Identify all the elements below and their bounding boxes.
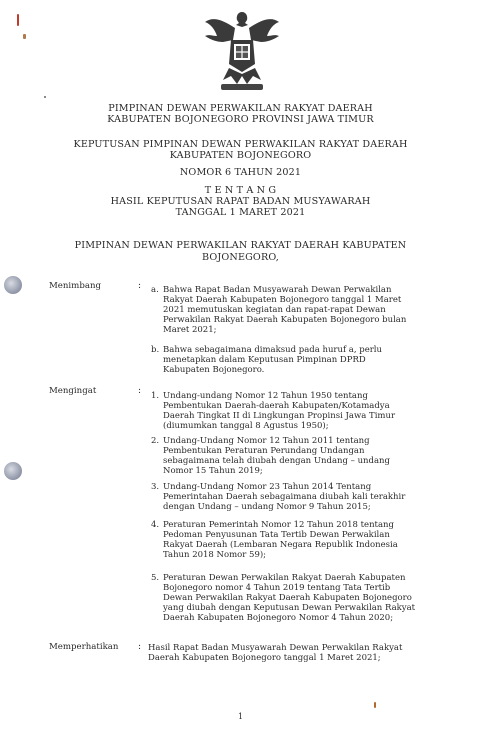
item-text xyxy=(163,520,429,560)
text-line: Pembentukan Peraturan Perundang Undangan xyxy=(163,446,365,456)
item-text xyxy=(163,285,429,335)
menimbang-label: Menimbang xyxy=(49,281,101,291)
text-line: sebagaimana telah diubah dengan Undang – undang xyxy=(163,456,390,466)
item-marker: 2. xyxy=(151,436,160,446)
ink-mark xyxy=(374,702,376,708)
decree-title-1: KEPUTUSAN PIMPINAN DEWAN PERWAKILAN RAKYAT DAERAH xyxy=(73,139,408,150)
memperhatikan-text xyxy=(148,643,402,663)
text-line: Daerah Tingkat II di Lingkungan Propinsi Jawa Timur xyxy=(163,411,396,421)
punch-hole xyxy=(4,462,22,480)
decree-number: NOMOR 6 TAHUN 2021 xyxy=(179,167,302,178)
text-line: Undang-Undang Nomor 12 Tahun 2011 tentang xyxy=(163,436,370,446)
text-line: (diumumkan tanggal 8 Agustus 1950); xyxy=(163,421,329,431)
item-text xyxy=(163,391,429,431)
decree-subject-1: HASIL KEPUTUSAN RAPAT BADAN MUSYAWARAH xyxy=(110,196,371,207)
issuer-line-2: BOJONEGORO, xyxy=(202,252,279,263)
item-text xyxy=(163,345,429,375)
text-line: menetapkan dalam Keputusan Pimpinan DPRD xyxy=(163,355,366,365)
header-line-2: KABUPATEN BOJONEGORO PROVINSI JAWA TIMUR xyxy=(107,114,374,125)
header-line-1: PIMPINAN DEWAN PERWAKILAN RAKYAT DAERAH xyxy=(108,103,373,114)
menimbang-colon: : xyxy=(138,281,142,291)
text-line: Peraturan Pemerintah Nomor 12 Tahun 2018 tentang xyxy=(163,520,394,530)
text-line: Perwakilan Rakyat Daerah Kabupaten Bojonegoro bulan xyxy=(163,315,407,325)
mengingat-colon: : xyxy=(138,386,142,396)
item-marker: 3. xyxy=(151,482,160,492)
ink-mark xyxy=(44,96,46,98)
text-line: Pemerintahan Daerah sebagaimana diubah kali terakhir xyxy=(163,492,406,502)
text-line: Pedoman Penyusunan Tata Tertib Dewan Perwakilan xyxy=(163,530,390,540)
ink-mark xyxy=(23,34,26,39)
memperhatikan-colon: : xyxy=(138,642,142,652)
text-line: Bahwa sebagaimana dimaksud pada huruf a, perlu xyxy=(163,345,383,355)
page-number: 1 xyxy=(237,712,244,721)
text-line: Pembentukan Daerah-daerah Kabupaten/Kotamadya xyxy=(163,401,390,411)
text-line: Rakyat Daerah Kabupaten Bojonegoro tanggal 1 Maret xyxy=(163,295,402,305)
text-line: Hasil Rapat Badan Musyawarah Dewan Perwakilan Rakyat xyxy=(148,643,403,653)
text-line: Nomor 15 Tahun 2019; xyxy=(163,466,263,476)
text-line: Daerah Kabupaten Bojonegoro Nomor 4 Tahun 2020; xyxy=(163,613,394,623)
text-line: Bojonegoro nomor 4 Tahun 2019 tentang Tata Tertib xyxy=(163,583,391,593)
text-line: Kabupaten Bojonegoro. xyxy=(163,365,265,375)
item-marker: 5. xyxy=(151,573,160,583)
item-marker: b. xyxy=(151,345,160,355)
item-text xyxy=(163,573,429,623)
text-line: Bahwa Rapat Badan Musyawarah Dewan Perwakilan xyxy=(163,285,392,295)
text-line: Undang-undang Nomor 12 Tahun 1950 tentang xyxy=(163,391,368,401)
item-marker: a. xyxy=(151,285,159,295)
text-line: dengan Undang – undang Nomor 9 Tahun 2015; xyxy=(163,502,371,512)
text-line: Rakyat Daerah (Lembaran Negara Republik Indonesia xyxy=(163,540,398,550)
mengingat-label: Mengingat xyxy=(49,386,97,396)
garuda-emblem-icon xyxy=(203,6,281,92)
item-marker: 4. xyxy=(151,520,160,530)
text-line: Undang-Undang Nomor 23 Tahun 2014 Tentang xyxy=(163,482,372,492)
item-text xyxy=(163,482,429,512)
text-line: Daerah Kabupaten Bojonegoro tanggal 1 Maret 2021; xyxy=(148,653,381,663)
decree-title-2: KABUPATEN BOJONEGORO xyxy=(169,150,312,161)
text-line: Tahun 2018 Nomor 59); xyxy=(163,550,267,560)
text-line: Peraturan Dewan Perwakilan Rakyat Daerah Kabupaten xyxy=(163,573,406,583)
item-text xyxy=(163,436,429,476)
issuer-line-1: PIMPINAN DEWAN PERWAKILAN RAKYAT DAERAH KABUPATEN xyxy=(74,240,407,251)
punch-hole xyxy=(4,276,22,294)
decree-about: T E N T A N G xyxy=(204,185,277,196)
text-line: yang diubah dengan Keputusan Dewan Perwakilan Rakyat xyxy=(163,603,416,613)
memperhatikan-label: Memperhatikan xyxy=(49,642,119,652)
decree-subject-2: TANGGAL 1 MARET 2021 xyxy=(175,207,306,218)
ink-mark xyxy=(17,14,19,26)
text-line: Dewan Perwakilan Rakyat Daerah Kabupaten Bojonegoro xyxy=(163,593,412,603)
text-line: Maret 2021; xyxy=(163,325,217,335)
text-line: 2021 memutuskan kegiatan dan rapat-rapat Dewan xyxy=(163,305,386,315)
item-marker: 1. xyxy=(151,391,160,401)
